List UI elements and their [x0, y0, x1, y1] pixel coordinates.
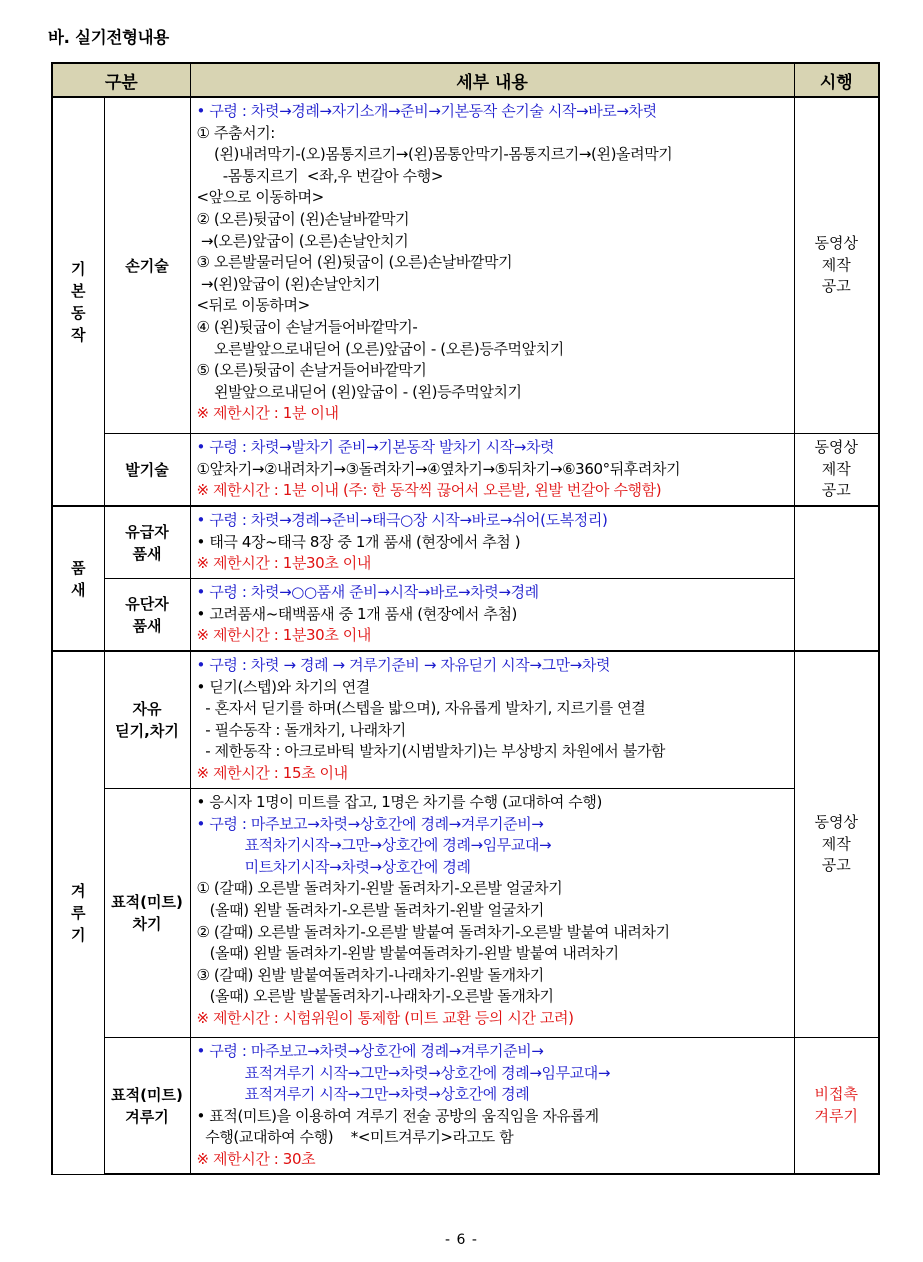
row-label-line: 표적(미트) [111, 893, 183, 911]
table-row [52, 97, 879, 434]
group-label: 품새 [71, 558, 86, 599]
detail-line: • 태극 4장~태극 8장 중 1개 품새 (현장에서 추첨 ) [196, 532, 521, 551]
row-label-target-kick [104, 789, 190, 1038]
detail-line: - 필수동작 : 돌개차기, 나래차기 [196, 720, 406, 739]
row-label-dan [104, 579, 190, 652]
detail-free [190, 651, 794, 789]
exam-free-target [794, 651, 879, 1038]
detail-line: ※ 제한시간 : 1분 이내 (주: 한 동작씩 끊어서 오른발, 왼발 번갈아 수행함) [196, 481, 662, 500]
detail-line: 표적겨루기 시작→그만→차렷→상호간에 경례→임무교대→ [196, 1063, 611, 1082]
detail-line: ② (갈때) 오른발 돌려차기-오른발 발붙여 돌려차기-오른발 발붙여 내려차기 [196, 922, 670, 941]
detail-line: →(왼)앞굽이 (왼)손날안치기 [196, 274, 381, 293]
detail-line: ※ 제한시간 : 1분 이내 [196, 404, 339, 423]
detail-line: ※ 제한시간 : 시험위원이 통제함 (미트 교환 등의 시간 고려) [196, 1008, 574, 1027]
header-detail: 세부 내용 [190, 63, 794, 97]
detail-line: ③ 오른발물러딛어 (왼)뒷굽이 (오른)손날바깥막기 [196, 253, 513, 272]
row-label-foot: 발기술 [104, 434, 190, 507]
exam-method-line: 비접촉 [814, 1084, 858, 1103]
group-sparring [52, 651, 104, 1174]
exam-method-line: 공고 [821, 277, 851, 296]
exam-content-table [51, 62, 880, 1175]
row-label-line: 자유 [132, 700, 162, 718]
detail-line: • 구령 : 차렷→○○품새 준비→시작→바로→차렷→경례 [196, 583, 539, 601]
page-number: - 6 - [445, 1232, 478, 1248]
detail-line: ③ (갈때) 왼발 발붙여돌려차기-나래차기-왼발 돌개차기 [196, 965, 544, 984]
row-label-line: 겨루기 [125, 1107, 169, 1126]
exam-target-spar [794, 1038, 879, 1175]
detail-line: - 제한동작 : 아크로바틱 발차기(시범발차기)는 부상방지 차원에서 불가함 [196, 742, 666, 761]
row-label-line: 딛기,차기 [115, 722, 179, 740]
table-row [52, 651, 879, 789]
detail-line: ⑤ (오른)뒷굽이 손날거들어바깥막기 [196, 361, 427, 380]
exam-method-line: 공고 [821, 856, 851, 875]
exam-method-line: 제작 [821, 255, 851, 274]
detail-line: • 응시자 1명이 미트를 잡고, 1명은 차기를 수행 (교대하여 수행) [196, 793, 602, 811]
detail-line: ※ 제한시간 : 1분30초 이내 [196, 626, 371, 645]
row-label-line: 차기 [132, 915, 162, 933]
exam-hand [794, 97, 879, 434]
detail-line: • 고려품새~태백품새 중 1개 품새 (현장에서 추첨) [196, 604, 518, 623]
detail-line: ①앞차기→②내려차기→③돌려차기→④옆차기→⑤뒤차기→⑥360°뒤후려차기 [196, 459, 681, 478]
detail-line: ① (갈때) 오른발 돌려차기-왼발 돌려차기-오른발 얼굴차기 [196, 879, 563, 898]
row-label-line: 유급자 [125, 522, 169, 541]
detail-line: ① 주춤서기: [196, 123, 275, 142]
row-label-line: 표적(미트) [111, 1085, 183, 1104]
row-label-line: 유단자 [125, 594, 169, 613]
detail-line: • 구령 : 마주보고→차렷→상호간에 경례→겨루기준비→ [196, 1042, 544, 1060]
detail-line: • 구령 : 차렷→경례→자기소개→준비→기본동작 손기술 시작→바로→차렷 [196, 102, 657, 120]
detail-foot [190, 434, 794, 507]
row-label-hand: 손기술 [104, 97, 190, 434]
detail-line: • 구령 : 마주보고→차렷→상호간에 경례→겨루기준비→ [196, 814, 544, 833]
detail-line: (올때) 왼발 돌려차기-왼발 발붙여돌려차기-왼발 발붙여 내려차기 [196, 944, 619, 963]
detail-line: • 구령 : 차렷→발차기 준비→기본동작 발차기 시작→차렷 [196, 438, 555, 456]
detail-line: 왼발앞으로내딛어 (왼)앞굽이 - (왼)등주먹앞치기 [196, 382, 522, 401]
detail-line: →(오른)앞굽이 (오른)손날안치기 [196, 231, 409, 250]
detail-line: • 표적(미트)을 이용하여 겨루기 전술 공방의 움직임을 자유롭게 [196, 1106, 599, 1125]
exam-method-line: 동영상 [814, 438, 858, 457]
detail-line: • 구령 : 차렷→경례→준비→태극○장 시작→바로→쉬어(도복정리) [196, 511, 608, 529]
exam-method-line: 동영상 [814, 234, 858, 253]
exam-foot [794, 434, 879, 507]
detail-line: <앞으로 이동하며> [196, 188, 324, 207]
detail-dan [190, 579, 794, 652]
detail-target-kick [190, 789, 794, 1038]
table-row [52, 1038, 879, 1175]
row-label-kup [104, 506, 190, 579]
header-category: 구분 [52, 63, 190, 97]
exam-method-line: 제작 [821, 834, 851, 853]
detail-line: -몸통지르기 <좌,우 번갈아 수행> [196, 166, 443, 185]
row-label-line: 품새 [132, 544, 162, 563]
table-row [52, 579, 879, 652]
header-exam: 시행 [794, 63, 879, 97]
detail-line: <뒤로 이동하며> [196, 296, 310, 315]
detail-line: 수행(교대하여 수행) *<미트겨루기>라고도 함 [196, 1128, 514, 1147]
table-row [52, 506, 879, 579]
table-header-row [52, 63, 879, 97]
exam-method-line: 공고 [821, 481, 851, 500]
detail-line: (왼)내려막기-(오)몸통지르기→(왼)몸통안막기-몸통지르기→(왼)올려막기 [196, 145, 673, 164]
detail-line: • 딛기(스텝)와 차기의 연결 [196, 677, 370, 696]
detail-line: ※ 제한시간 : 1분30초 이내 [196, 554, 371, 573]
detail-line: 표적차기시작→그만→상호간에 경례→임무교대→ [196, 836, 552, 855]
section-title: 바. 실기전형내용 [48, 28, 169, 47]
exam-poomsae [794, 506, 879, 651]
detail-target-spar [190, 1038, 794, 1175]
row-label-target-spar [104, 1038, 190, 1175]
group-poomsae [52, 506, 104, 651]
exam-method-line: 제작 [821, 459, 851, 478]
table-row [52, 789, 879, 1038]
detail-line: ※ 제한시간 : 15초 이내 [196, 763, 348, 782]
detail-line: 미트차기시작→차렷→상호간에 경례 [196, 857, 471, 876]
group-label: 기본동작 [71, 259, 86, 344]
detail-hand [190, 97, 794, 434]
detail-line: - 혼자서 딛기를 하며(스텝을 밟으며), 자유롭게 발차기, 지르기를 연결 [196, 699, 646, 718]
detail-line: 표적겨루기 시작→그만→차렷→상호간에 경례 [196, 1085, 530, 1104]
detail-line: ② (오른)뒷굽이 (왼)손날바깥막기 [196, 209, 410, 228]
detail-line: ④ (왼)뒷굽이 손날거들어바깥막기- [196, 317, 418, 336]
detail-line: ※ 제한시간 : 30초 [196, 1149, 316, 1168]
group-basic-motion [52, 97, 104, 506]
exam-method-line: 겨루기 [814, 1106, 858, 1125]
exam-method-line: 동영상 [814, 813, 858, 832]
detail-line: (올때) 왼발 돌려차기-오른발 돌려차기-왼발 얼굴차기 [196, 900, 544, 919]
detail-line: • 구령 : 차렷 → 경례 → 겨루기준비 → 자유딛기 시작→그만→차렷 [196, 656, 611, 674]
group-label: 겨루기 [71, 881, 86, 944]
table-row [52, 434, 879, 507]
detail-line: 오른발앞으로내딛어 (오른)앞굽이 - (오른)등주먹앞치기 [196, 339, 564, 358]
detail-line: (올때) 오른발 발붙돌려차기-나래차기-오른발 돌개차기 [196, 987, 554, 1006]
row-label-line: 품새 [132, 616, 162, 635]
row-label-free [104, 651, 190, 789]
detail-kup [190, 506, 794, 579]
